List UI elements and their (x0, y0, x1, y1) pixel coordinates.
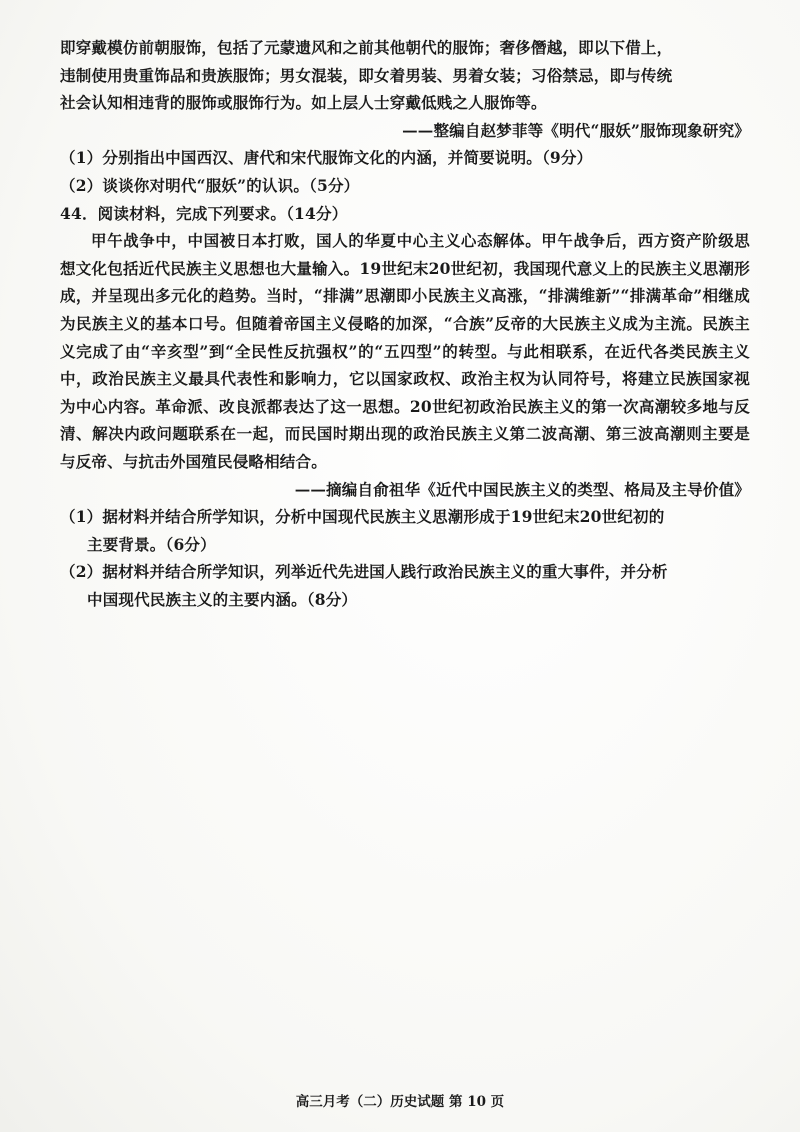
page-content (60, 34, 750, 613)
page-footer: 高三月考（二）历史试题 第 10 页 (295, 1094, 505, 1110)
q44-sub-question-1-continued: 主要背景。（6分） (87, 534, 216, 554)
q44-material-paragraph: 甲午战争中，中国被日本打败，国人的华夏中心主义心态解体。甲午战争后，西方资产阶级思想文化包括近代民族主义思想也大量输入。19世纪末20世纪初，我国现代意义上的民族主义思潮形成，并呈现出多元化的趋势。当时，“排满”思潮即小民族主义高涨，“排满维新”“排满革命”相继成为民族主义的基本口号。但随着帝国主义侵略的加深，“合族”反帝的大民族主义成为主流。民族主义完成了由“辛亥型”到“全民性反抗强权”的“五四型”的转型。与此相联系，在近代各类民族主义中，政治民族主义最具代表性和影响力，它以国家政权、政治主权为认同符号，将建立民族国家视为中心内容。革命派、改良派都表达了这一思想。20世纪初政治民族主义的第一次高潮较多地与反清、解决内政问题联系在一起，而民国时期出现的政治民族主义第二波高潮、第三波高潮则主要是与反帝、与抗击外国殖民侵略相结合。 (60, 231, 750, 471)
q43-sub-question-2: （2）谈谈你对明代“服妖”的认识。（5分） (60, 175, 360, 195)
q44-sub-question-2: （2）据材料并结合所学知识，列举近代先进国人践行政治民族主义的重大事件，并分析 (60, 562, 668, 582)
material-continuation-line-2: 违制使用贵重饰品和贵族服饰；男女混装，即女着男装、男着女装；习俗禁忌，即与传统 (60, 65, 673, 85)
q43-sub-question-1: （1）分别指出中国西汉、唐代和宋代服饰文化的内涵，并简要说明。（9分） (60, 148, 593, 168)
material-continuation-line-3: 社会认知相违背的服饰或服饰行为。如上层人士穿戴低贱之人服饰等。 (60, 93, 547, 113)
material-continuation-line-1: 即穿戴模仿前朝服饰，包括了元蒙遗风和之前其他朝代的服饰；奢侈僭越，即以下借上， (60, 38, 673, 57)
q44-sub-question-1: （1）据材料并结合所学知识，分析中国现代民族主义思潮形成于19世纪末20世纪初的 (60, 507, 665, 527)
q44-heading: 44．阅读材料，完成下列要求。（14分） (60, 203, 348, 223)
q44-source-citation: ——摘编自俞祖华《近代中国民族主义的类型、格局及主导价值》 (294, 479, 750, 499)
q44-sub-question-2-continued: 中国现代民族主义的主要内涵。（8分） (87, 589, 358, 609)
q43-source-citation: ——整编自赵梦菲等《明代“服妖”服饰现象研究》 (402, 120, 750, 140)
